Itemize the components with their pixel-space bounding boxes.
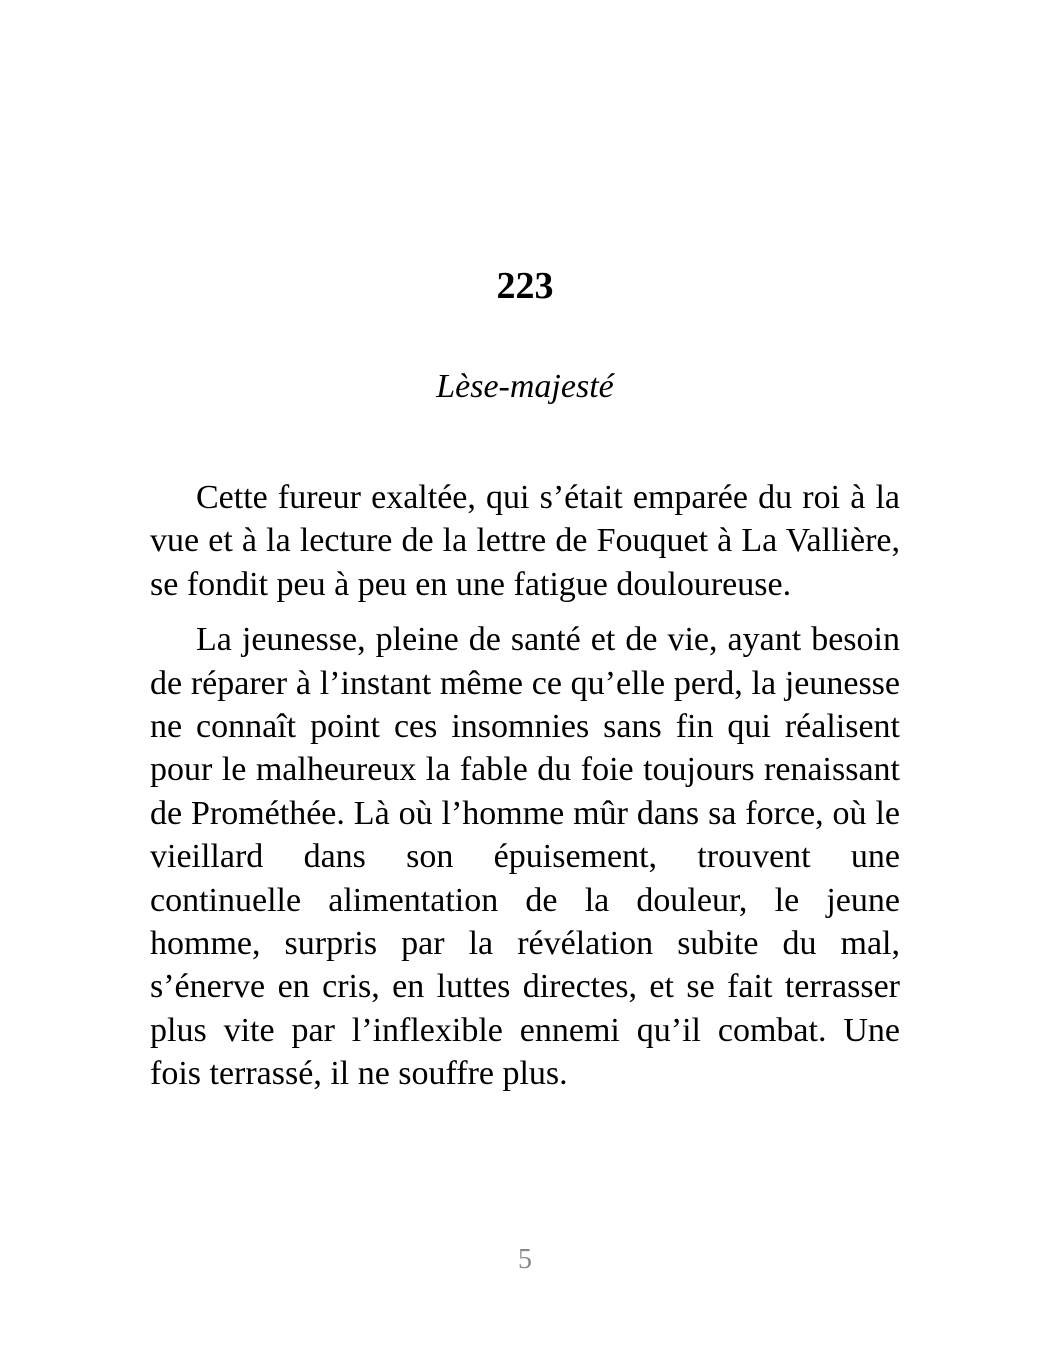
chapter-body <box>150 476 900 1108</box>
chapter-title: Lèse-majesté <box>436 368 614 405</box>
paragraph: Cette fureur exaltée, qui s’était emparée du roi à la vue et à la lecture de la lettre de Fouquet à La Vallière, se fondit peu à peu en une fatigue douloureuse. <box>150 479 900 603</box>
page-number: 5 <box>518 1244 532 1275</box>
chapter-number: 223 <box>496 265 554 307</box>
paragraph: La jeunesse, pleine de santé et de vie, ayant besoin de réparer à l’instant même ce qu’elle perd, la jeunesse ne connaît point ces insomnies sans fin qui réalisent pour le malheureux la fable du foie toujours renaissant de Prométhée. Là où l’homme mûr dans sa force, où le vieillard dans son épuisement, trouvent une continuelle alimentation de la douleur, le jeune homme, surpris par la révélation subite du mal, s’énerve en cris, en luttes directes, et se fait terrasser plus vite par l’inflexible ennemi qu’il combat. Une fois terrassé, il ne souffre plus. <box>150 621 900 1093</box>
